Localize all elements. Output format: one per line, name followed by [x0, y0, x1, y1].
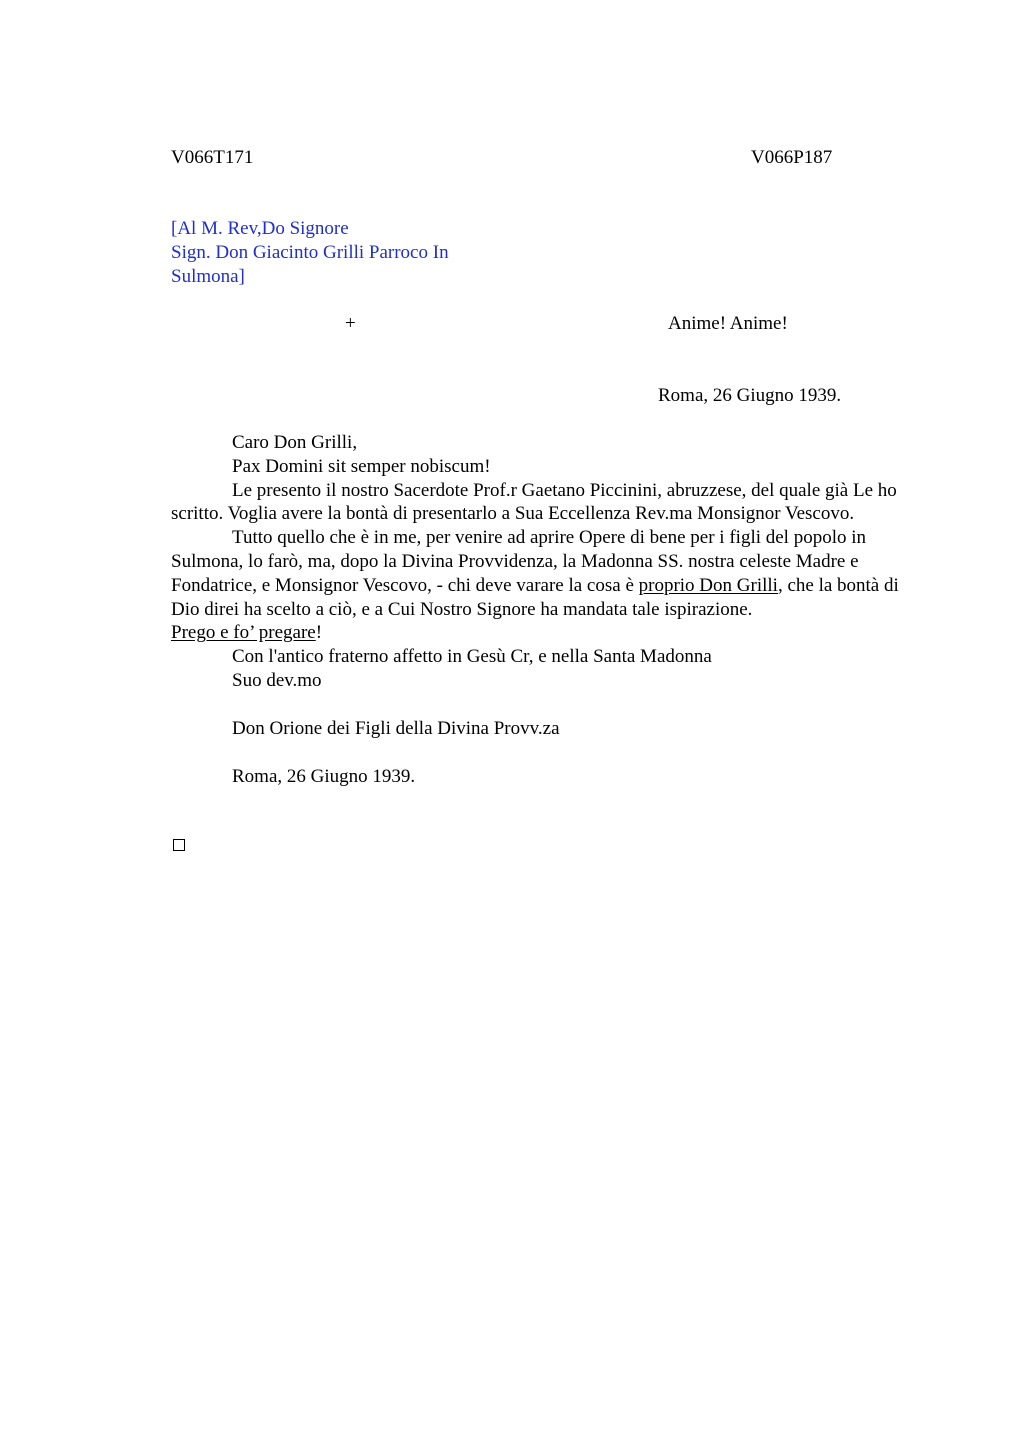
motto: Anime! Anime! — [668, 313, 788, 334]
address-line-3: Sulmona] — [171, 266, 245, 287]
date-top: Roma, 26 Giugno 1939. — [658, 385, 842, 406]
date-bottom: Roma, 26 Giugno 1939. — [232, 765, 416, 787]
address-line-2: Sign. Don Giacinto Grilli Parroco In — [171, 242, 449, 263]
greeting: Pax Domini sit semper nobiscum! — [232, 455, 491, 477]
paragraph-2-start: Tutto quello che è in me, per venire ad aprire Opere di bene per i figli del popolo in Sulmona, lo farò, ma, dopo la Divina Provvidenza, la Madonna SS. nostra celeste Madre e Fondatrice, e Monsignor Vescovo, - chi deve varare la cosa è — [171, 527, 867, 596]
paragraph-3 — [171, 621, 931, 645]
document-code-left: V066T171 — [171, 147, 254, 168]
paragraph-1: Le presento il nostro Sacerdote Prof.r Gaetano Piccinini, abruzzese, del quale già Le ho scritto. Voglia avere la bontà di presentarlo a Sua Eccellenza Rev.ma Monsignor Vescovo. — [171, 479, 897, 525]
document-code-right: V066P187 — [751, 147, 833, 168]
cross-symbol: + — [345, 313, 356, 334]
closing-2: Suo dev.mo — [232, 669, 322, 691]
square-symbol — [173, 839, 185, 851]
spacer — [171, 693, 931, 717]
address-line-1: [Al M. Rev,Do Signore — [171, 218, 349, 239]
underlined-prego: Prego e fo’ pregare — [171, 622, 316, 644]
paragraph-2-end: , che la bontà di Dio direi ha scelto a ciò, e a Cui Nostro Signore ha mandata tale ispirazione. — [171, 574, 899, 620]
spacer — [171, 741, 931, 765]
paragraph-2 — [171, 526, 931, 621]
letter-body — [171, 431, 931, 788]
signature: Don Orione dei Figli della Divina Provv.za — [232, 717, 560, 739]
paragraph-3-end: ! — [315, 622, 323, 644]
closing: Con l'antico fraterno affetto in Gesù Cr, e nella Santa Madonna — [232, 646, 712, 668]
underlined-don-grilli: proprio Don Grilli — [638, 574, 778, 596]
salutation: Caro Don Grilli, — [232, 432, 358, 453]
